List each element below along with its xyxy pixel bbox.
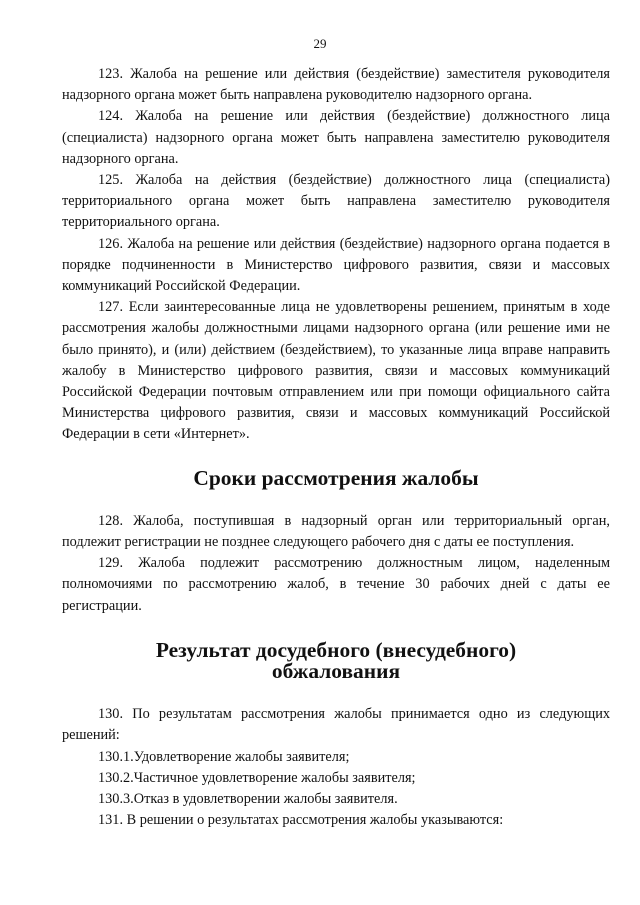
paragraph-130-2: 130.2.Частичное удовлетворение жалобы заявителя; — [98, 769, 416, 786]
page-number: 29 — [313, 36, 327, 51]
paragraph-127: 127. Если заинтересованные лица не удовлетворены решением, принятым в ходе рассмотрения жалобы должностными лицами надзорного органа (или решение ими не было принято), и (или) действием (бездействием), то указанные лица вправе направить жалобу в Министерство цифрового развития, связи и массовых коммуникаций Российской Федерации почтовым отправлением или при помощи официального сайта Министерства цифрового развития, связи и массовых коммуникаций Российской Федерации в сети «Интернет». — [62, 299, 610, 443]
section-heading-line-2: обжалования — [271, 659, 401, 684]
paragraph-126: 126. Жалоба на решение или действия (бездействие) надзорного органа подается в порядке подчиненности в Министерство цифрового развития, связи и массовых коммуникаций Российской Федерации. — [62, 235, 610, 295]
paragraph-130-3: 130.3.Отказ в удовлетворении жалобы заявителя. — [98, 791, 398, 808]
section-heading-review-terms: Сроки рассмотрения жалобы — [193, 465, 479, 490]
paragraph-130-1: 130.1.Удовлетворение жалобы заявителя; — [98, 748, 350, 765]
paragraph-125: 125. Жалоба на действия (бездействие) должностного лица (специалиста) территориального органа может быть направлена заместителю руководителя территориального органа. — [62, 172, 610, 231]
paragraph-123: 123. Жалоба на решение или действия (бездействие) заместителя руководителя надзорного органа может быть направлена руководителю надзорного органа. — [62, 66, 610, 104]
document-body — [62, 64, 610, 832]
section-heading-line-1: Результат досудебного (внесудебного) — [155, 637, 517, 662]
paragraph-129: 129. Жалоба подлежит рассмотрению должностным лицом, наделенным полномочиями по рассмотрению жалоб, в течение 30 рабочих дней с даты ее регистрации. — [62, 555, 610, 614]
paragraph-131: 131. В решении о результатах рассмотрения жалобы указываются: — [98, 812, 504, 829]
paragraph-130: 130. По результатам рассмотрения жалобы принимается одно из следующих решений: — [62, 706, 610, 744]
section-heading-appeal-result — [62, 637, 610, 684]
paragraph-128: 128. Жалоба, поступившая в надзорный орган или территориальный орган, подлежит регистрации не позднее следующего рабочего дня с даты ее поступления. — [62, 512, 610, 551]
paragraph-124: 124. Жалоба на решение или действия (бездействие) должностного лица (специалиста) надзорного органа может быть направлена заместителю руководителя надзорного органа. — [62, 108, 610, 167]
